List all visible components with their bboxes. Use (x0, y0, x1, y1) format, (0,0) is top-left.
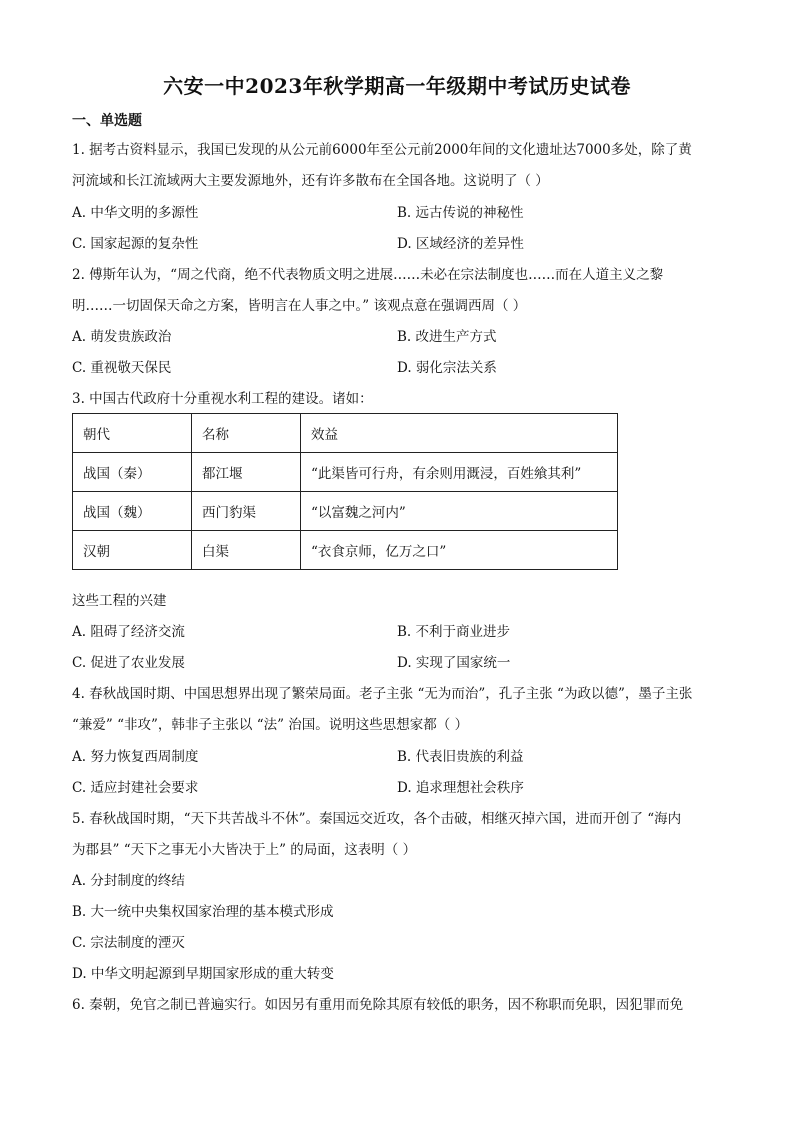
table-cell: “衣食京师，亿万之口” (301, 531, 618, 570)
q2-option-b: B. 改进生产方式 (397, 329, 497, 345)
q1-option-a: A. 中华文明的多源性 (72, 205, 199, 221)
q5-line-1: 5. 春秋战国时期，“天下共苦战斗不休”。秦国远交近攻，各个击破，相继灭掉六国，进而开创了 “海内 (72, 811, 682, 827)
section-heading: 一、单选题 (72, 113, 142, 129)
q3-option-c: C. 促进了农业发展 (72, 655, 185, 671)
q5-option-a: A. 分封制度的终结 (72, 873, 185, 889)
q4-line-2: “兼爱” “非攻”，韩非子主张以 “法” 治国。说明这些思想家都（ ） (72, 717, 469, 733)
table-header-row (73, 414, 618, 453)
q1-line-1: 1. 据考古资料显示，我国已发现的从公元前6000年至公元前2000年间的文化遗址达7000多处，除了黄 (72, 142, 692, 158)
q5-line-2: 为郡县” “天下之事无小大皆决于上” 的局面，这表明（ ） (72, 842, 417, 858)
q1-option-b: B. 远古传说的神秘性 (397, 205, 524, 221)
q1-option-c: C. 国家起源的复杂性 (72, 236, 199, 252)
q2-option-a: A. 萌发贵族政治 (72, 329, 172, 345)
q3-option-d: D. 实现了国家统一 (397, 655, 511, 671)
q2-option-d: D. 弱化宗法关系 (397, 360, 497, 376)
q5-option-d: D. 中华文明起源到早期国家形成的重大转变 (72, 966, 334, 982)
q3-table (72, 413, 618, 570)
table-cell: 战国（魏） (73, 492, 192, 531)
table-header-cell: 朝代 (73, 414, 192, 453)
q1-option-d: D. 区域经济的差异性 (397, 236, 524, 252)
table-cell: 战国（秦） (73, 453, 192, 492)
table-cell: “此渠皆可行舟，有余则用溉浸，百姓飨其利” (301, 453, 618, 492)
q4-option-c: C. 适应封建社会要求 (72, 780, 199, 796)
q4-option-a: A. 努力恢复西周制度 (72, 749, 199, 765)
table-row (73, 492, 618, 531)
q2-line-1: 2. 傅斯年认为，“周之代商，绝不代表物质文明之进展……未必在宗法制度也……而在人道主义之黎 (72, 267, 664, 283)
page-title: 六安一中2023年秋学期高一年级期中考试历史试卷 (163, 74, 631, 98)
table-row (73, 453, 618, 492)
table-cell: 白渠 (192, 531, 301, 570)
table-header-cell: 名称 (192, 414, 301, 453)
q3-option-b: B. 不利于商业进步 (397, 624, 511, 640)
table-header-cell: 效益 (301, 414, 618, 453)
q4-line-1: 4. 春秋战国时期、中国思想界出现了繁荣局面。老子主张 “无为而治”，孔子主张 “为政以德”，墨子主张 (72, 686, 693, 702)
q3-tail: 这些工程的兴建 (72, 593, 167, 609)
q3-option-a: A. 阻碍了经济交流 (72, 624, 185, 640)
table-row (73, 531, 618, 570)
q6-line-1: 6. 秦朝，免官之制已普遍实行。如因另有重用而免除其原有较低的职务，因不称职而免职，因犯罪而免 (72, 997, 684, 1013)
q5-option-b: B. 大一统中央集权国家治理的基本模式形成 (72, 904, 334, 920)
table-cell: “以富魏之河内” (301, 492, 618, 531)
q5-option-c: C. 宗法制度的湮灭 (72, 935, 185, 951)
table-cell: 西门豹渠 (192, 492, 301, 531)
q4-option-b: B. 代表旧贵族的利益 (397, 749, 524, 765)
q4-option-d: D. 追求理想社会秩序 (397, 780, 524, 796)
q2-option-c: C. 重视敬天保民 (72, 360, 172, 376)
table-cell: 都江堰 (192, 453, 301, 492)
q3-stem: 3. 中国古代政府十分重视水利工程的建设。诸如： (72, 391, 373, 407)
table-cell: 汉朝 (73, 531, 192, 570)
q2-line-2: 明……一切固保天命之方案，皆明言在人事之中。” 该观点意在强调西周（ ） (72, 298, 527, 314)
q1-line-2: 河流域和长江流域两大主要发源地外，还有许多散布在全国各地。这说明了（ ） (72, 173, 549, 189)
